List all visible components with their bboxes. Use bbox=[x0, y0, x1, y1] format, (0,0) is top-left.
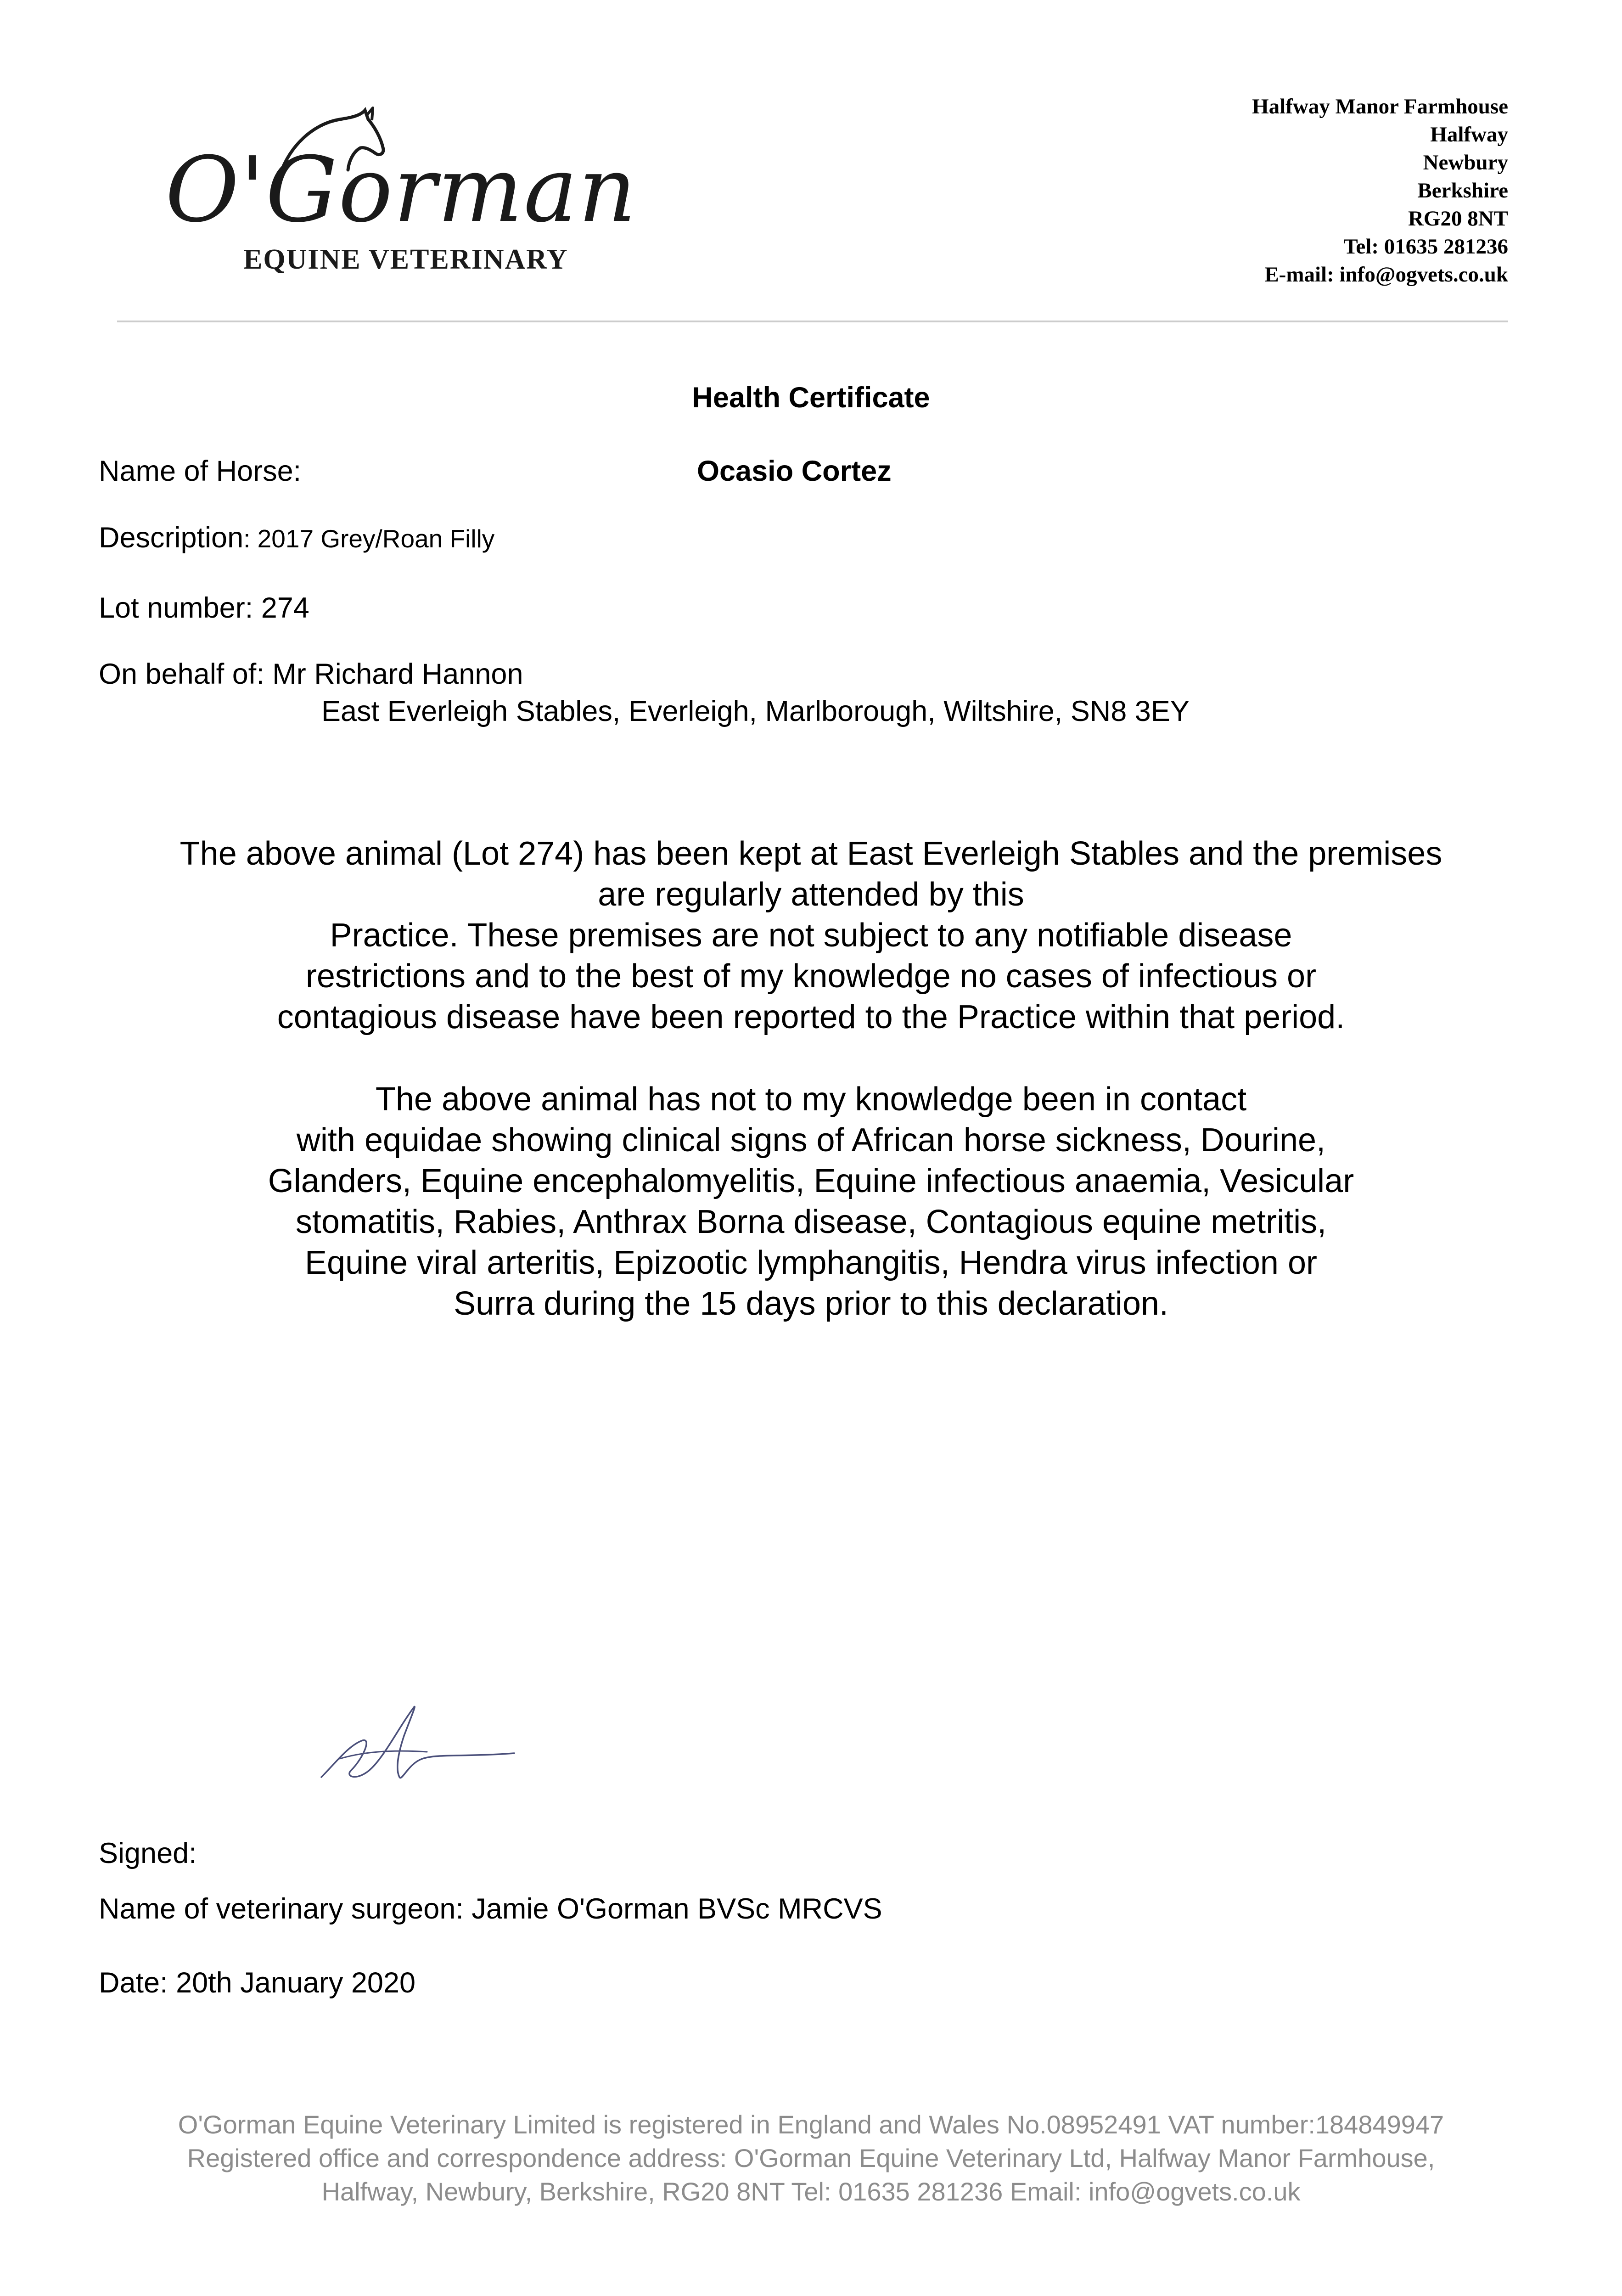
company-logo bbox=[165, 110, 637, 285]
address-line: Halfway bbox=[1430, 123, 1508, 146]
lot-number: Lot number: 274 bbox=[99, 592, 309, 624]
logo-wordmark: O'Gorman bbox=[165, 138, 637, 242]
description-field bbox=[99, 521, 494, 554]
premises-statement bbox=[0, 833, 1622, 1038]
paragraph-line: Practice. These premises are not subject to any notifiable disease bbox=[330, 917, 1292, 954]
paragraph-line: contagious disease have been reported to the Practice within that period. bbox=[277, 999, 1345, 1035]
paragraph-line: The above animal (Lot 274) has been kept at East Everleigh Stables and the premises bbox=[180, 835, 1442, 872]
on-behalf-of: On behalf of: Mr Richard Hannon bbox=[99, 658, 523, 690]
horse-name-label: Name of Horse: bbox=[99, 455, 302, 487]
description-label: Description bbox=[99, 522, 244, 554]
handwritten-signature bbox=[308, 1690, 528, 1791]
horse-name-value: Ocasio Cortez bbox=[697, 455, 892, 487]
logo-subtitle: EQUINE VETERINARY bbox=[243, 244, 568, 275]
paragraph-line: with equidae showing clinical signs of African horse sickness, Dourine, bbox=[296, 1122, 1326, 1159]
paragraph-line: are regularly attended by this bbox=[598, 876, 1024, 913]
paragraph-line: Glanders, Equine encephalomyelitis, Equine infectious anaemia, Vesicular bbox=[268, 1163, 1354, 1199]
address-line: Berkshire bbox=[1417, 179, 1508, 203]
paragraph-line: The above animal has not to my knowledge been in contact bbox=[375, 1081, 1247, 1118]
address-line: RG20 8NT bbox=[1408, 207, 1508, 231]
owner-address: East Everleigh Stables, Everleigh, Marlborough, Wiltshire, SN8 3EY bbox=[321, 695, 1190, 727]
practice-address bbox=[1252, 93, 1508, 289]
email-line: E-mail: info@ogvets.co.uk bbox=[1264, 263, 1508, 287]
certificate-date: Date: 20th January 2020 bbox=[99, 1967, 415, 1999]
page-title: Health Certificate bbox=[692, 382, 930, 414]
signed-label: Signed: bbox=[99, 1837, 197, 1869]
header-divider bbox=[117, 321, 1508, 322]
footer-line: Registered office and correspondence address: O'Gorman Equine Veterinary Ltd, Halfway Manor Farmhouse, bbox=[187, 2144, 1435, 2172]
address-line: Newbury bbox=[1423, 151, 1508, 174]
veterinary-surgeon-name: Name of veterinary surgeon: Jamie O'Gorman BVSc MRCVS bbox=[99, 1893, 882, 1925]
description-value: : 2017 Grey/Roan Filly bbox=[243, 524, 495, 553]
footer-line: O'Gorman Equine Veterinary Limited is registered in England and Wales No.08952491 VAT number:184849947 bbox=[178, 2110, 1444, 2139]
paragraph-line: Surra during the 15 days prior to this declaration. bbox=[454, 1285, 1168, 1322]
paragraph-line: Equine viral arteritis, Epizootic lymphangitis, Hendra virus infection or bbox=[305, 1244, 1317, 1281]
company-registration-footer bbox=[0, 2108, 1622, 2208]
address-line: Halfway Manor Farmhouse bbox=[1252, 95, 1508, 118]
footer-line: Halfway, Newbury, Berkshire, RG20 8NT Tel: 01635 281236 Email: info@ogvets.co.uk bbox=[321, 2177, 1301, 2206]
paragraph-line: restrictions and to the best of my knowledge no cases of infectious or bbox=[305, 958, 1317, 995]
paragraph-line: stomatitis, Rabies, Anthrax Borna disease, Contagious equine metritis, bbox=[295, 1204, 1327, 1240]
disease-contact-statement bbox=[0, 1079, 1622, 1324]
phone-line: Tel: 01635 281236 bbox=[1343, 235, 1508, 259]
